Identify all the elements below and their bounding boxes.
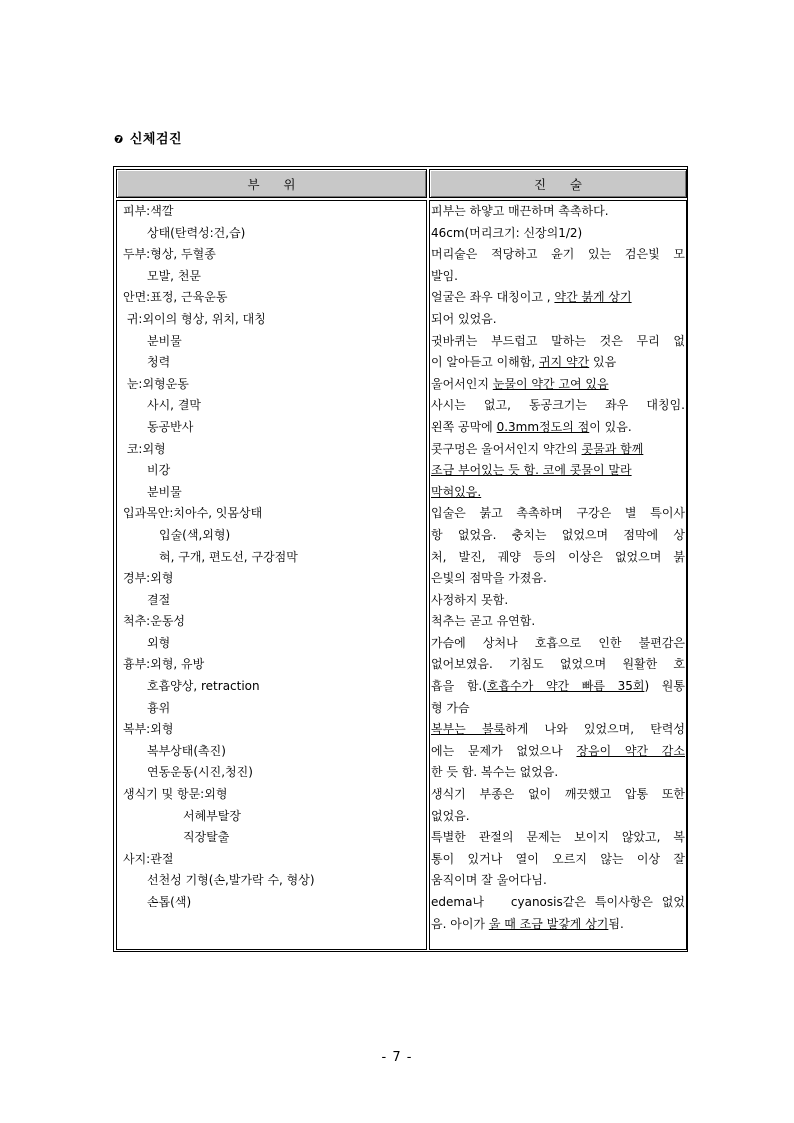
finding-row (430, 503, 686, 525)
body-part-row: 손톱(색) (123, 895, 192, 909)
body-part-row: 경부:외형 (123, 571, 174, 586)
finding-row (430, 287, 686, 309)
finding-underlined-text: 장음이 약간 감소 (576, 743, 685, 758)
finding-row (430, 654, 686, 676)
findings-list (430, 201, 686, 935)
header-cell-body-part (116, 169, 427, 198)
body-part-row: 연동운동(시진,청진) (123, 765, 253, 780)
finding-text: 사정하지 못함. (431, 592, 509, 607)
finding-text: ) 원통 (644, 679, 685, 694)
finding-underlined-text: 눈물이 약간 고여 있음 (492, 376, 609, 391)
finding-underlined-text: 귀지 약간 (539, 355, 590, 370)
body-part-row: 귀:외이의 형상, 위치, 대칭 (123, 311, 266, 326)
finding-text: 머리숱은 적당하고 윤기 있는 검은빛 모 (431, 247, 685, 262)
body-part-row: 분비물 (123, 484, 182, 499)
section-heading (114, 128, 182, 147)
body-part-row: 입술(색,외형) (123, 527, 231, 542)
physical-exam-table (113, 166, 688, 952)
finding-row (430, 870, 686, 892)
finding-underlined-text: 0.3mm정도의 점 (496, 419, 590, 434)
finding-row (430, 482, 686, 504)
finding-row (430, 849, 686, 871)
body-part-row: 직장탈출 (123, 830, 230, 845)
body-part-row: 복부:외형 (123, 722, 174, 737)
finding-text: 척추는 곧고 유연함. (431, 614, 536, 629)
finding-text: 발임. (431, 268, 458, 283)
finding-text: 됨. (608, 916, 624, 931)
numbered-bullet-icon: ❼ (114, 133, 124, 146)
findings-column (429, 200, 687, 950)
finding-row (430, 439, 686, 461)
body-part-row: 흉위 (123, 700, 171, 715)
finding-row (430, 611, 686, 633)
finding-text: 있음 (589, 355, 617, 370)
finding-row (430, 633, 686, 655)
finding-row (430, 223, 686, 245)
body-part-row: 눈:외형운동 (123, 376, 189, 391)
body-part-row: 사시, 결막 (123, 398, 201, 413)
header-body-part-label: 부 위 (247, 176, 296, 192)
body-part-row: 안면:표정, 근육운동 (123, 290, 228, 305)
body-part-row: 동공반사 (123, 419, 194, 434)
section-title: 신체검진 (129, 132, 183, 147)
finding-row (430, 698, 686, 720)
finding-text: 가슴에 상처나 호흡으로 인한 불편감은 (431, 635, 685, 650)
finding-text: 이 알아듣고 이해함, (431, 355, 539, 370)
body-part-row: 혀, 구개, 편도선, 구강점막 (123, 549, 298, 564)
finding-row (430, 827, 686, 849)
finding-row (430, 309, 686, 331)
finding-text: 하게 나와 있었으며, 탄력성 (505, 722, 685, 737)
finding-row (430, 590, 686, 612)
finding-text: 이 있음. (589, 419, 632, 434)
finding-underlined-text: 울 때 조금 발갛게 상기 (488, 916, 609, 931)
body-part-row: 결절 (123, 592, 171, 607)
body-part-row: 사지:관절 (123, 851, 174, 866)
finding-row (430, 676, 686, 698)
finding-text: edema나 cyanosis같은 특이사항은 없었 (431, 895, 685, 909)
finding-text: 얼굴은 좌우 대칭이고 , (431, 290, 555, 305)
finding-underlined-text: 조금 부어있는 듯 함. 코에 콧물이 말라 (431, 463, 632, 478)
finding-row (430, 331, 686, 353)
page-number: - 7 - (381, 1050, 413, 1065)
finding-text: 에는 문제가 없었으나 (431, 743, 577, 758)
finding-text: 특별한 관절의 문제는 보이지 않았고, 복 (431, 830, 685, 845)
body-part-row: 상태(탄력성:건,습) (123, 225, 246, 240)
finding-row (430, 784, 686, 806)
finding-row (430, 762, 686, 784)
body-part-list (117, 201, 426, 914)
finding-row (430, 460, 686, 482)
body-part-row: 호흡양상, retraction (123, 679, 260, 694)
finding-text: 음. 아이가 (431, 916, 489, 931)
finding-underlined-text: 복부는 불룩 (431, 722, 506, 737)
finding-row (430, 719, 686, 741)
finding-text: 입술은 붉고 촉촉하며 구강은 별 특이사 (431, 506, 685, 521)
body-part-row: 복부상태(촉진) (123, 743, 226, 758)
body-part-row: 코:외형 (123, 441, 166, 456)
finding-row (430, 395, 686, 417)
finding-underlined-text: 호흡수가 약간 빠름 35회 (486, 679, 645, 694)
body-part-row: 흉부:외형, 유방 (123, 657, 205, 672)
finding-text: 한 듯 함. 복수는 없었음. (431, 765, 559, 780)
finding-text: 처, 발진, 궤양 등의 이상은 없었으며 붉 (431, 549, 685, 564)
finding-text: 46cm(머리크기: 신장의1/2) (431, 225, 583, 240)
finding-row (430, 201, 686, 223)
body-part-row: 척추:운동성 (123, 614, 186, 629)
finding-text: 생식기 부종은 없이 깨끗했고 압통 또한 (431, 787, 685, 802)
finding-text: 피부는 하얗고 매끈하며 촉촉하다. (431, 204, 609, 218)
finding-row (430, 568, 686, 590)
finding-text: 귓바퀴는 부드럽고 말하는 것은 무리 없 (431, 333, 685, 348)
finding-text: 항 없었음. 충치는 없었으며 점막에 상 (431, 527, 685, 542)
finding-text: 울어서인지 (431, 376, 493, 391)
finding-text: 없어보였음. 기침도 없었으며 원활한 호 (431, 657, 685, 672)
finding-row (430, 741, 686, 763)
finding-text: 은빛의 점막을 가졌음. (431, 571, 547, 586)
finding-row (430, 547, 686, 569)
body-part-row: 입과목안:치아수, 잇몸상태 (123, 506, 263, 521)
body-part-row: 외형 (123, 635, 171, 650)
body-part-row: 선천성 기형(손,발가락 수, 형상) (123, 873, 315, 888)
body-part-row: 모발, 천문 (123, 268, 201, 283)
body-part-row: 비강 (123, 463, 171, 478)
body-part-row: 두부:형상, 두혈종 (123, 247, 216, 262)
finding-row (430, 914, 686, 936)
finding-underlined-text: 약간 붉게 상기 (554, 290, 632, 305)
finding-row (430, 525, 686, 547)
finding-text: 없었음. (431, 808, 470, 823)
finding-row (430, 374, 686, 396)
finding-text: 움직이며 잘 울어다님. (431, 873, 547, 888)
finding-row (430, 266, 686, 288)
finding-row (430, 352, 686, 374)
finding-text: 사시는 없고, 동공크기는 좌우 대칭임. (431, 398, 685, 413)
finding-underlined-text: 막혀있음. (431, 484, 482, 499)
finding-text: 형 가슴 (431, 700, 470, 715)
body-part-row: 피부:색깔 (123, 204, 174, 218)
finding-text: 흡을 함.( (431, 679, 487, 694)
body-part-row: 분비물 (123, 333, 182, 348)
header-findings-label: 진 술 (534, 176, 582, 192)
finding-text: 되어 있었음. (431, 311, 497, 326)
finding-row (430, 244, 686, 266)
body-part-column (116, 200, 427, 950)
header-cell-findings (429, 169, 687, 198)
finding-row (430, 892, 686, 914)
body-part-row: 서혜부탈장 (123, 808, 241, 823)
finding-row (430, 417, 686, 439)
body-part-row: 생식기 및 항문:외형 (123, 787, 228, 802)
finding-text: 왼쪽 공막에 (431, 419, 497, 434)
body-part-row: 청력 (123, 355, 171, 370)
finding-row (430, 806, 686, 828)
finding-underlined-text: 콧물과 함께 (581, 441, 644, 456)
finding-text: 콧구멍은 울어서인지 약간의 (431, 441, 582, 456)
finding-text: 통이 있거나 열이 오르지 않는 이상 잘 (431, 851, 685, 866)
